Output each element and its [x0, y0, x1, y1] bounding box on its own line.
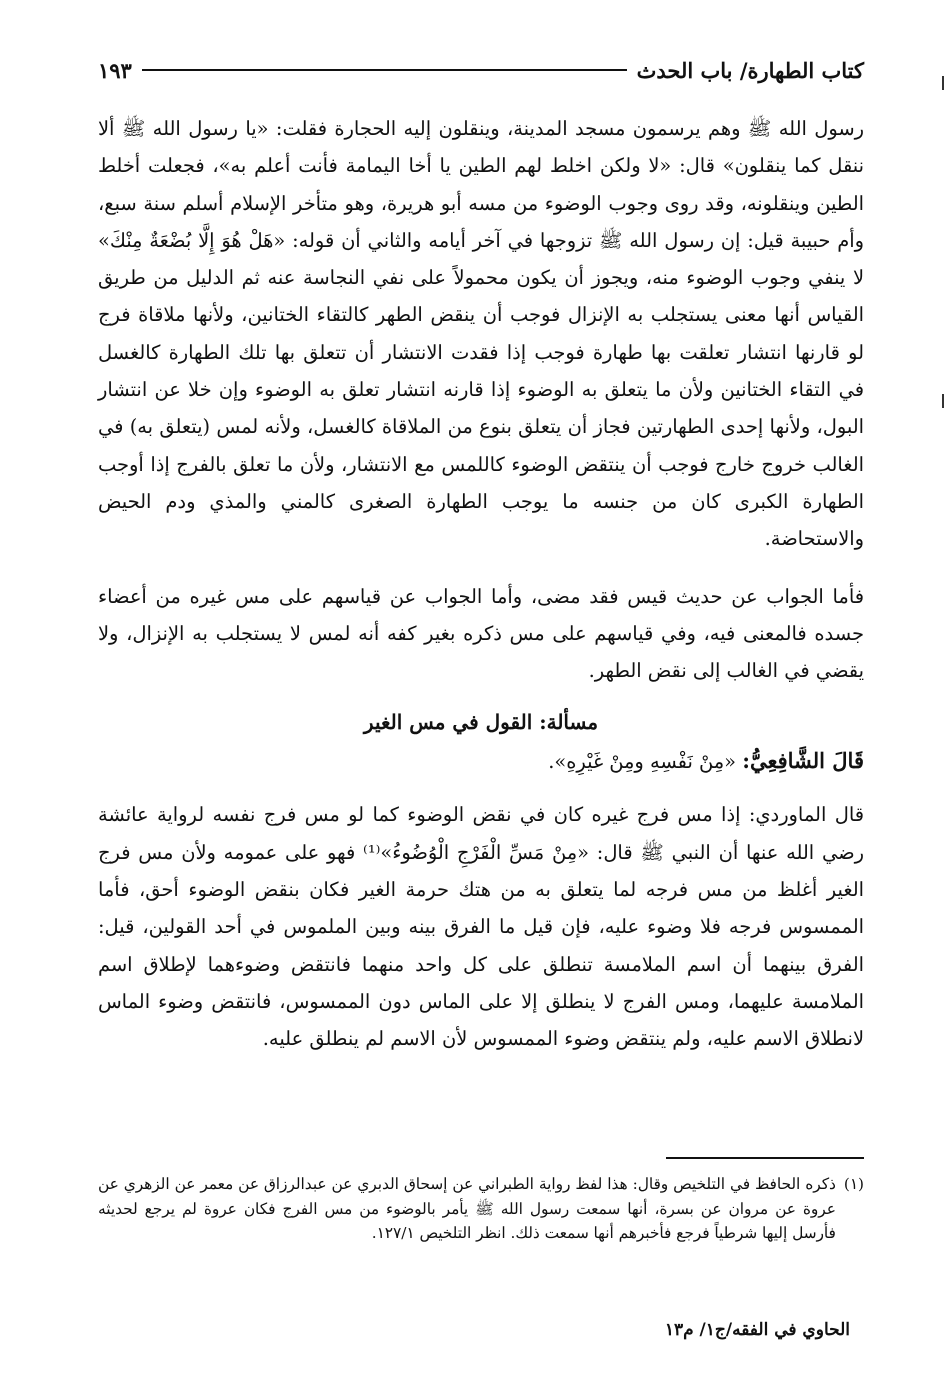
- header-rule: [142, 69, 627, 71]
- paragraph-hadith-discussion: رسول الله ﷺ وهم يرسمون مسجد المدينة، وينقلون إليه الحجارة فقلت: «يا رسول الله ﷺ ألا ننقل كما ينقلون» قال: «لا ولكن اخلط لهم الطين يا أخا اليمامة فأنت أعلم به»، فجعلت أخلط الطين وينقلونه، وقد روى وجوب الوضوء من مسه أبو هريرة، وهو متأخر الإسلام أسلم سنة سبع، وأم حبيبة قيل: إن رسول الله ﷺ تزوجها في آخر أيامه والثاني أن قوله: «هَلْ هُوَ إِلَّا بُضْعَةٌ مِنْكَ» لا ينفي وجوب الوضوء منه، ويجوز أن يكون محمولاً على نفي النجاسة عنه ثم الدليل من طريق القياس أنها معنى يستجلب به الإنزال فوجب أن ينقض الطهر كالتقاء الختانين، ولأنها ملاقاة فرج لو قارنها انتشار تعلقت بها طهارة فوجب إذا فقدت الانتشار أن تتعلق بها تلك الطهارة كالغسل في التقاء الختانين ولأن ما يتعلق به الوضوء إذا قارنه انتشار تعلق به الوضوء وإن خلا عن انتشار البول، ولأنها إحدى الطهارتين فجاز أن يتعلق بنوع من الملاقاة كالغسل، ولأنه لمس (يتعلق به) في الغالب خروج خارج فوجب أن ينتقض الوضوء كاللمس مع الانتشار، ولأن ما تعلق بالفرج إذا أوجب الطهارة الكبرى كان من جنسه ما يوجب الطهارة الصغرى كالمني والمذي ودم الحيض والاستحاضة.: [98, 117, 864, 551]
- section-heading: مسألة: القول في مس الغير: [363, 710, 599, 735]
- volume-signature: الحاوي في الفقه/ج١/ م١٣: [664, 1320, 850, 1340]
- shafii-quote: «مِنْ نَفْسِهِ ومِنْ غَيْرِهِ».: [548, 750, 737, 774]
- shafii-label: قَالَ الشَّافِعِيُّ:: [742, 748, 864, 774]
- paragraph-reply: فأما الجواب عن حديث قيس فقد مضى، وأما الجواب عن قياسهم على مس غيره من أعضاء جسده فالمعنى فيه، وفي قياسهم على مس ذكره بغير كفه أنه لمس لا يستجلب به الإنزال، ولا يقضي في الغالب إلى نقض الطهر.: [98, 584, 864, 683]
- footnote: [98, 1172, 864, 1246]
- running-title: كتاب الطهارة/ باب الحدث: [636, 57, 864, 83]
- margin-mark: [942, 76, 944, 90]
- footnote-separator: [666, 1157, 864, 1159]
- footnote-text: ذكره الحافظ في التلخيص وقال: هذا لفظ رواية الطبراني عن إسحاق الدبري عن عبدالرزاق عن معمر عن الزهري عن عروة عن مروان عن بسرة، أنها سمعت رسول الله ﷺ يأمر بالوضوء من مس الفرج فكان عروة لم يرجع لحديثه فأرسل إليها شرطياً فرجع فأخبرهم أنها سمعت ذلك. انظر التلخيص ١٢٧/١.: [98, 1175, 836, 1242]
- running-header: [98, 52, 864, 88]
- shafii-statement: [98, 741, 864, 782]
- margin-mark: [942, 394, 944, 408]
- footnote-marker: (١): [843, 1175, 864, 1193]
- main-text: [98, 110, 864, 1058]
- paragraph-mawardi: قال الماوردي: إذا مس فرج غيره كان في نقض الوضوء كما لو مس فرج نفسه لرواية عائشة رضي الله عنها أن النبي ﷺ قال: «مِنْ مَسِّ الْفَرْجِ الْوُضُوءُ»⁽¹⁾ فهو على عمومه ولأن مس فرج الغير أغلظ من مس فرجه لما يتعلق به من هتك حرمة الغير فكان بنقض الوضوء أحق، فأما الممسوس فرجه فلا وضوء عليه، فإن قيل ما الفرق بينه وبين الملموس في أحد القولين، قيل: الفرق بينهما أن اسم الملامسة تنطلق على كل واحد منهما فانتقض وضوءهما لإطلاق اسم الملامسة عليهما، ومس الفرج لا ينطلق إلا على الماس دون الممسوس، فانتقض وضوء الماس لانطلاق الاسم عليه، ولم ينتقض وضوء الممسوس لأن الاسم لم ينطلق عليه.: [98, 803, 864, 1051]
- page-number: ١٩٣: [98, 57, 132, 83]
